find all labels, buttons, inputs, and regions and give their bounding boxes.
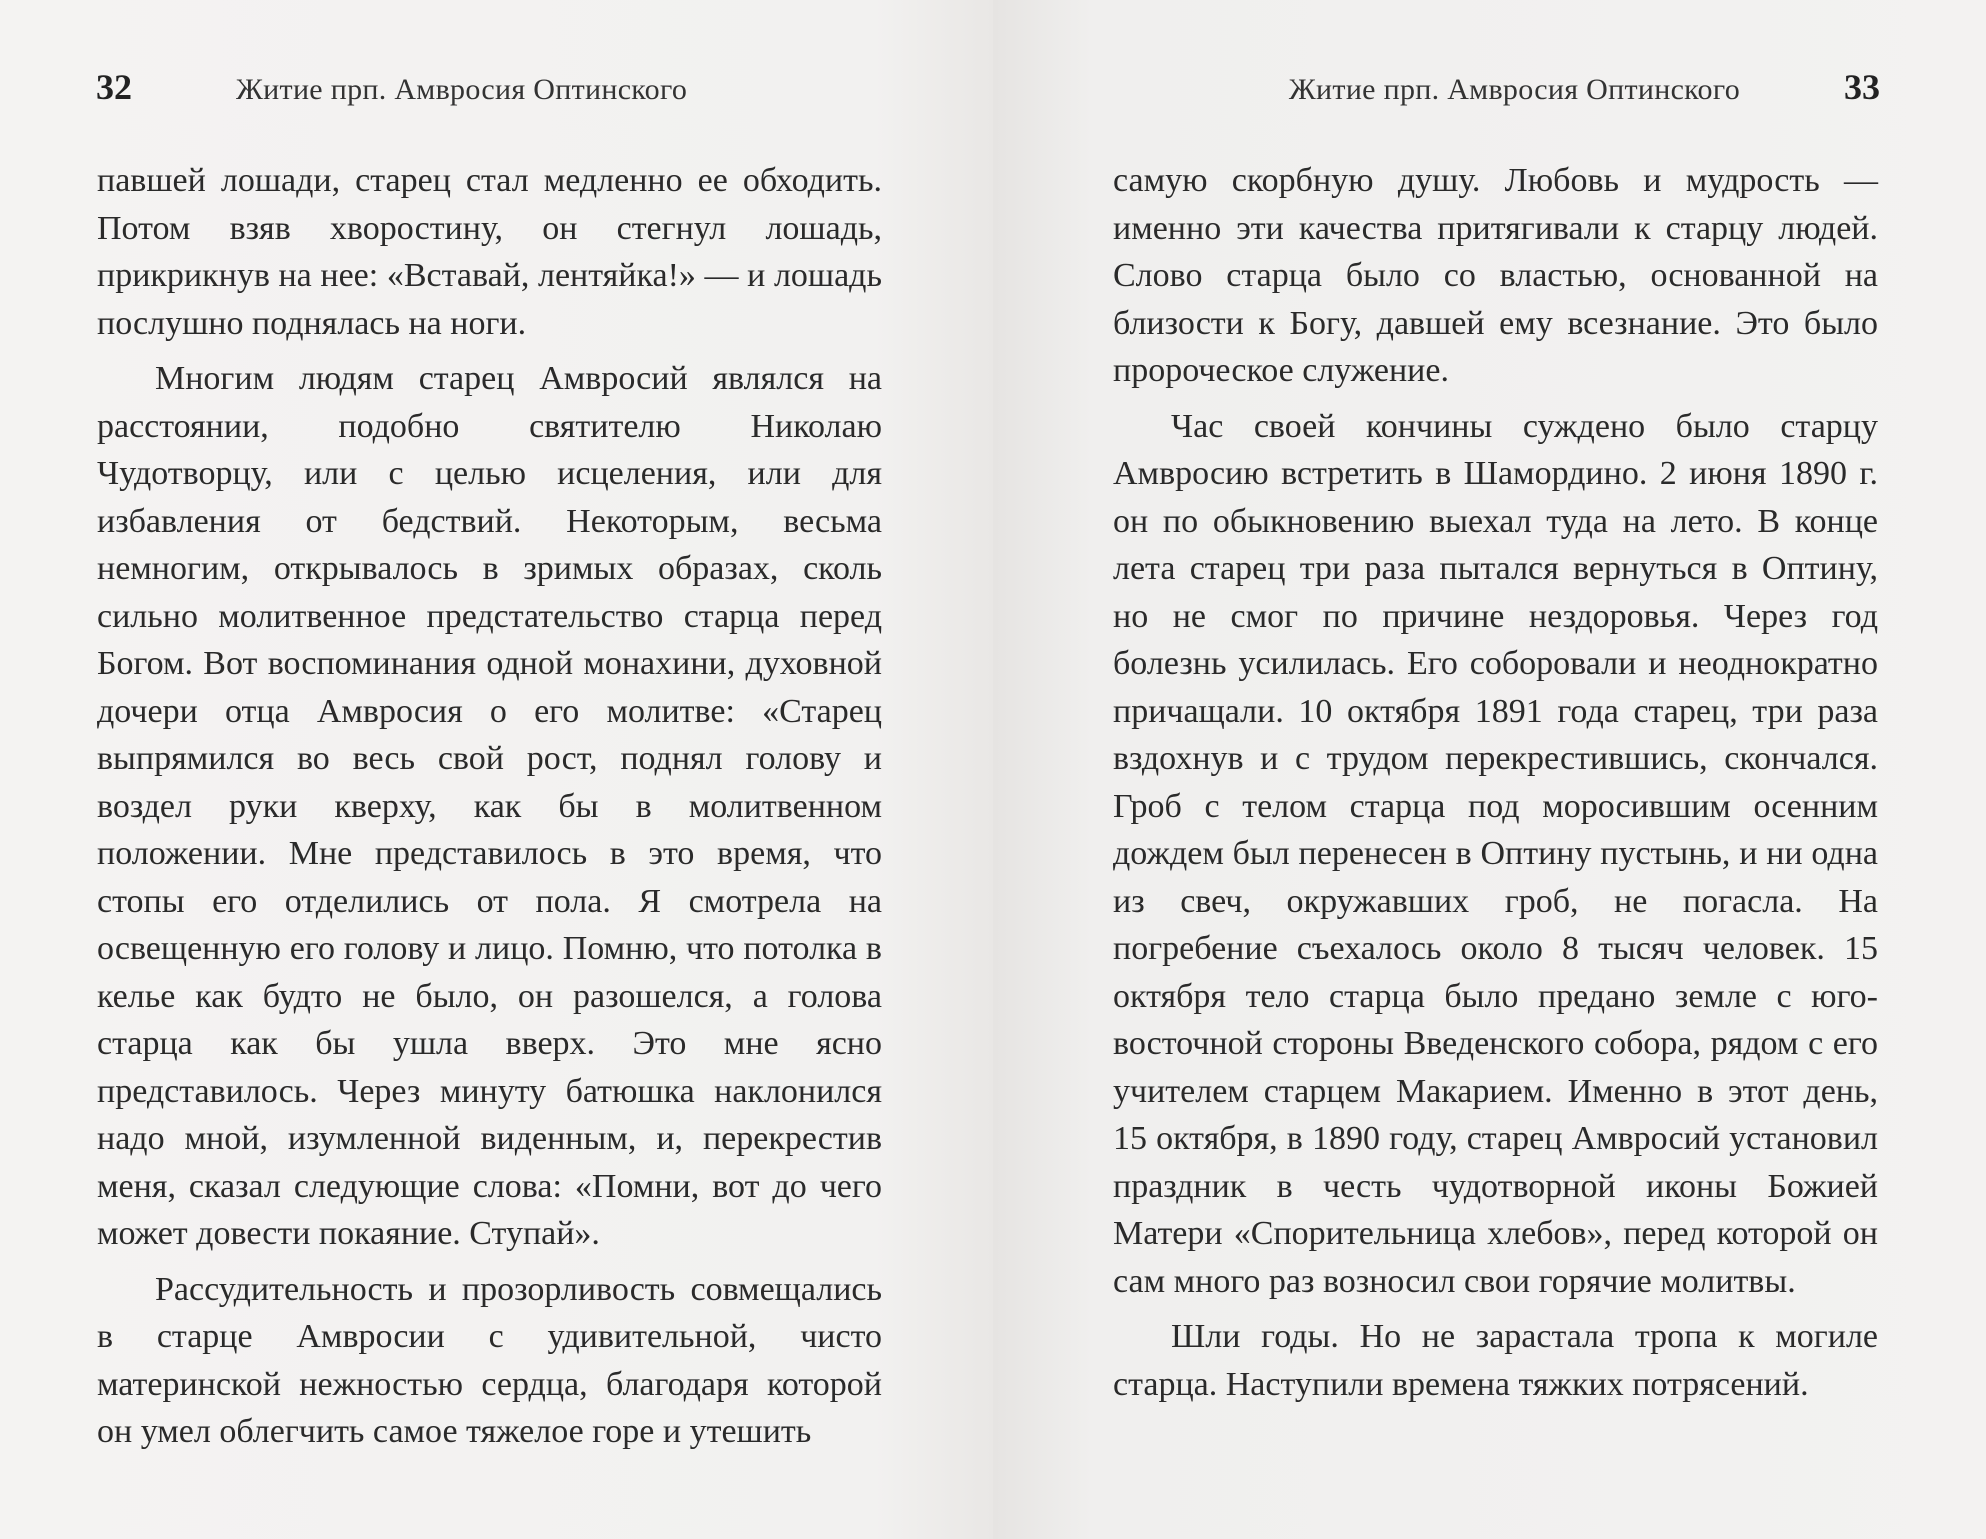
right-paragraph-1: самую скорбную душу. Любовь и мудрость — именно эти качества притягивали к старцу людей. Слово старца было со властью, основанной на близости к Богу, давшей ему всезнание. Это было пророческое служение. — [1113, 162, 1878, 389]
right-running-title: Житие прп. Амвросия Оптинского — [1288, 73, 1740, 106]
right-text-block — [1113, 157, 1878, 1408]
left-running-title: Житие прп. Амвросия Оптинского — [236, 73, 688, 106]
right-page — [993, 0, 1986, 1539]
right-paragraph-3: Шли годы. Но не зарастала тропа к могиле старца. Наступили времена тяжких потрясений. — [1113, 1318, 1878, 1403]
left-paragraph-1: павшей лошади, старец стал медленно ее обходить. Потом взяв хворостину, он стегнул лошадь, прикрикнув на нее: «Вставай, лентяйка!» — и лошадь послушно поднялась на ноги. — [97, 162, 882, 342]
left-paragraph-3: Рассудительность и прозорливость совмещались в старце Амвросии с удивительной, чисто материнской нежностью сердца, благодаря которой он умел облегчить самое тяжелое горе и утешить — [97, 1270, 882, 1450]
right-page-number: 33 — [1844, 67, 1880, 107]
left-paragraph-2: Многим людям старец Амвросий являлся на расстоянии, подобно святителю Николаю Чудотворцу, или с целью исцеления, или для избавления от бедствий. Некоторым, весьма немногим, открывалось в зримых образах, сколь сильно молитвенное предстательство старца перед Богом. Вот воспоминания одной монахини, духовной дочери отца Амвросия о его молитве: «Старец выпрямился во весь свой рост, поднял голову и воздел руки кверху, как бы в молитвенном положении. Мне представилось в это время, что стопы его отделились от пола. Я смотрела на освещенную его голову и лицо. Помню, что потолка в келье как будто не было, он разошелся, а голова старца как бы ушла вверх. Это мне ясно представилось. Через минуту батюшка наклонился надо мной, изумленной виденным, и, перекрестив меня, сказал следующие слова: «Помни, вот до чего может довести покаяние. Ступай». — [97, 360, 882, 1252]
left-text-block — [97, 157, 882, 1456]
left-page-number: 32 — [96, 67, 132, 107]
left-running-head — [96, 66, 886, 126]
right-running-head — [1090, 66, 1880, 126]
right-paragraph-2: Час своей кончины суждено было старцу Амвросию встретить в Шамордино. 2 июня 1890 г. он по обыкновению выехал туда на лето. В конце лета старец три раза пытался вернуться в Оптину, но не смог по причине нездоровья. Через год болезнь усилилась. Его соборовали и неоднократно причащали. 10 октября 1891 года старец, три раза вздохнув и с трудом перекрестившись, скончался. Гроб с телом старца под моросившим осенним дождем был перенесен в Оптину пустынь, и ни одна из свеч, окружавших гроб, не погасла. На погребение съехалось около 8 тысяч человек. 15 октября тело старца было предано земле с юго-восточной стороны Введенского собора, рядом с его учителем старцем Макарием. Именно в этот день, 15 октября, в 1890 году, старец Амвросий установил праздник в честь чудотворной иконы Божией Матери «Спорительница хлебов», перед которой он сам много раз возносил свои горячие молитвы. — [1113, 407, 1878, 1300]
